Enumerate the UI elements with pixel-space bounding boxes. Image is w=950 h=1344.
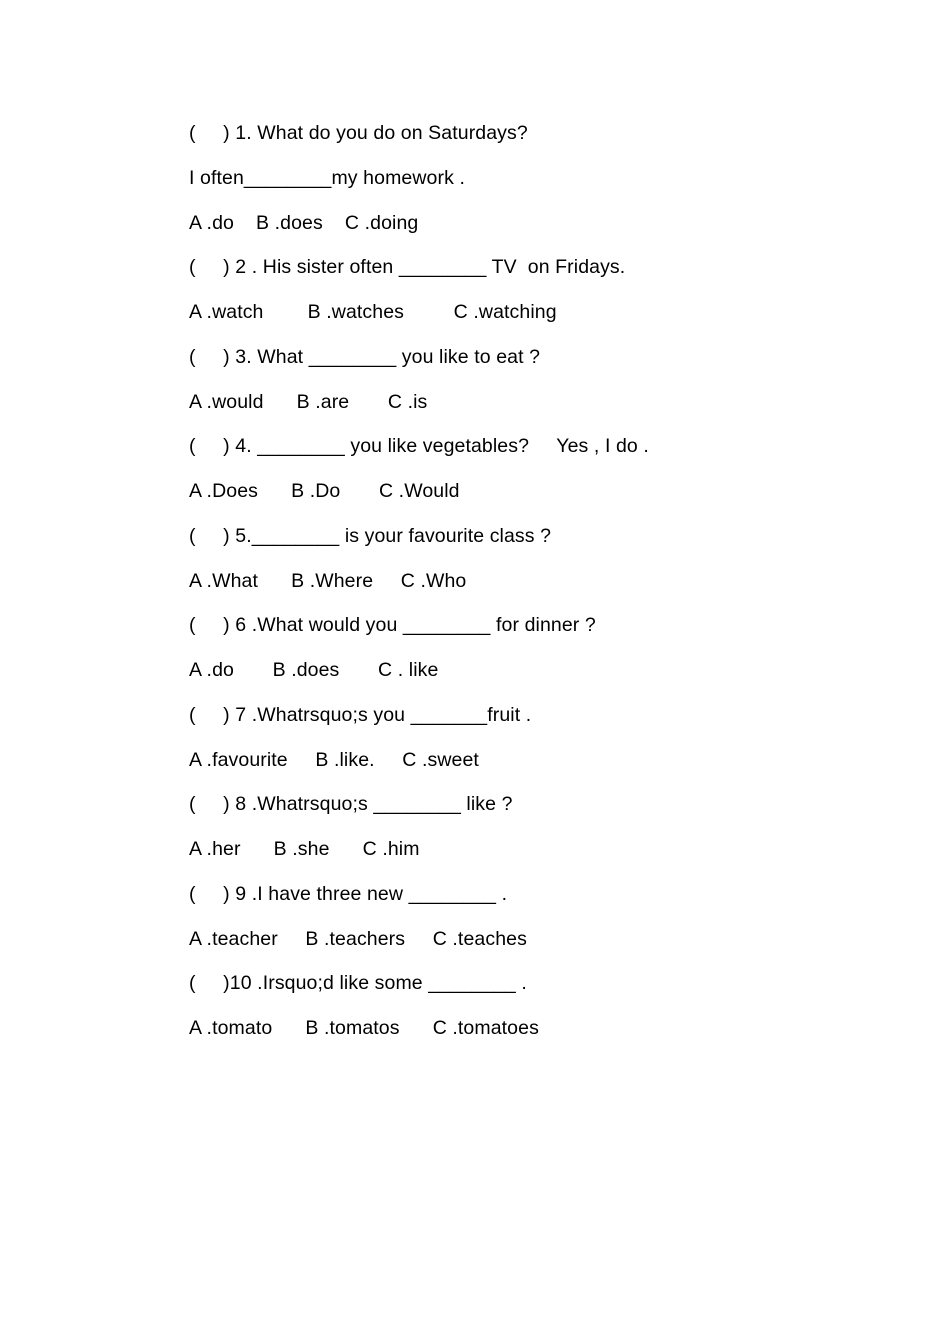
question-10-options: A .tomato B .tomatos C .tomatoes — [189, 1017, 539, 1039]
question-2: ( ) 2 . His sister often ________ TV on Fridays. — [189, 256, 626, 279]
question-5: ( ) 5.________ is your favourite class ? — [189, 524, 552, 547]
question-7-options: A .favourite B .like. C .sweet — [189, 748, 479, 771]
question-4-options: A .Does B .Do C .Would — [189, 480, 460, 502]
question-10: ( )10 .Irsquo;d like some ________ . — [189, 972, 527, 995]
question-4: ( ) 4. ________ you like vegetables? Yes , I do . — [189, 435, 649, 458]
question-6: ( ) 6 .What would you ________ for dinner ? — [189, 614, 596, 637]
question-1-options: A .do B .does C .doing — [189, 211, 419, 234]
exercise-content — [189, 116, 809, 1056]
question-5-options: A .What B .Where C .Who — [189, 569, 467, 592]
question-9-options: A .teacher B .teachers C .teaches — [189, 927, 527, 950]
question-7: ( ) 7 .Whatrsquo;s you _______fruit . — [189, 703, 532, 726]
question-6-options: A .do B .does C . like — [189, 659, 439, 681]
question-8: ( ) 8 .Whatrsquo;s ________ like ? — [189, 793, 513, 816]
question-3: ( ) 3. What ________ you like to eat ? — [189, 345, 541, 368]
question-1: ( ) 1. What do you do on Saturdays? — [189, 122, 528, 144]
question-1-sentence: I often________my homework . — [189, 166, 465, 189]
question-2-options: A .watch B .watches C .watching — [189, 301, 557, 323]
question-8-options: A .her B .she C .him — [189, 838, 420, 860]
question-9: ( ) 9 .I have three new ________ . — [189, 882, 508, 905]
question-3-options: A .would B .are C .is — [189, 390, 428, 413]
